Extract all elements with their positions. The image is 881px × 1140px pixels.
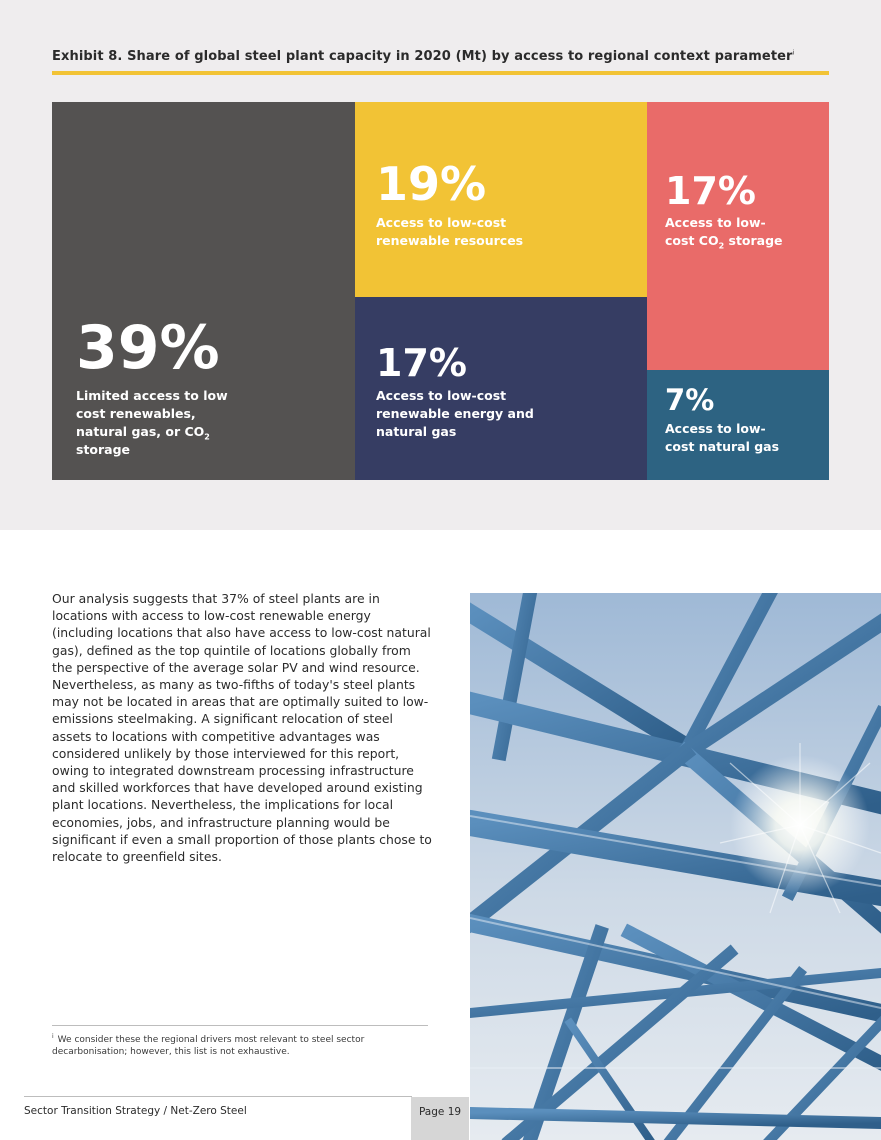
tile-value: 39% <box>76 313 220 383</box>
footnote-divider <box>52 1025 428 1026</box>
tile-label: Access to low-cost renewable energy and natural gas <box>376 388 534 439</box>
tile-label: Access to low-cost natural gas <box>665 421 780 454</box>
tile-value: 17% <box>665 169 756 213</box>
tile-value: 19% <box>376 157 487 211</box>
treemap-chart <box>52 102 829 480</box>
tile-label: Limited access to low cost renewables, natural gas, or $CO_2$ storage <box>76 388 228 457</box>
footer-divider <box>24 1096 412 1097</box>
exhibit-title: Exhibit 8. Share of global steel plant capacity in 2020 (Mt) by access to regional context parameter$^i$ <box>52 49 795 64</box>
treemap-tile-renewables-and-gas <box>355 297 647 480</box>
exhibit-title-rule <box>52 71 829 75</box>
tile-value: 7% <box>665 383 715 417</box>
tile-label: Access to low-cost renewable resources <box>376 215 524 248</box>
steel-frame-photo <box>470 593 881 1140</box>
footer-document-title: Sector Transition Strategy / Net-Zero Steel <box>24 1105 247 1117</box>
treemap-tile-natural-gas <box>647 370 829 480</box>
treemap-tile-renewables <box>355 102 647 297</box>
tile-value: 17% <box>376 341 467 385</box>
treemap-tile-limited-access <box>52 102 355 480</box>
footnote: $^i$ We consider these the regional drivers most relevant to steel sector decarbonisation; however, this list is not exhaustive. <box>52 1033 365 1057</box>
treemap-tile-co2-storage <box>647 102 829 370</box>
page-number: Page 19 <box>411 1097 469 1140</box>
body-paragraph: Our analysis suggests that 37% of steel plants are in locations with access to low-cost renewable energy (including locations that also have access to low-cost natural gas), defined as the top quintile of locations globally from the perspective of the average solar PV and wind resource. Nevertheless, as many as two-fifths of today's steel plants may not be located in areas that are optimally suited to low-emissions steelmaking. A significant relocation of steel assets to locations with competitive advantages was considered unlikely by those interviewed for this report, owing to integrated downstream processing infrastructure and skilled workforces that have developed around existing plant locations. Nevertheless, the implications for local economies, jobs, and infrastructure planning would be significant if even a small proportion of those plants chose to relocate to greenfield sites. <box>52 591 432 865</box>
tile-label: Access to low-cost $CO_2$ storage <box>665 215 783 251</box>
